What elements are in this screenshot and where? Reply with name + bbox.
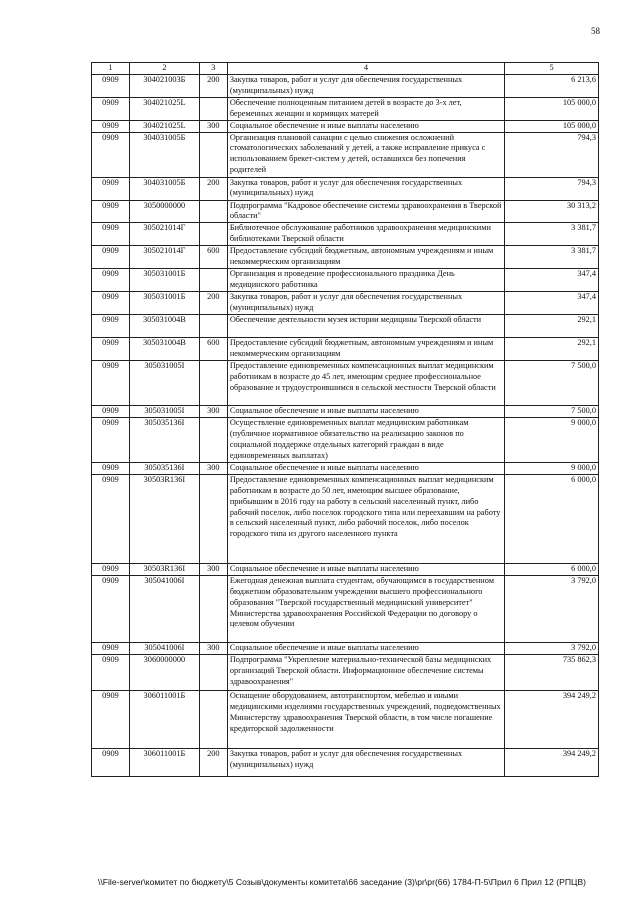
cell-section: 0909 (92, 690, 130, 748)
cell-amount: 9 000,0 (505, 417, 599, 462)
cell-amount: 105 000,0 (505, 97, 599, 120)
table-row (92, 690, 599, 748)
table-row (92, 748, 599, 776)
table-row (92, 132, 599, 177)
cell-section: 0909 (92, 337, 130, 360)
cell-name: Предоставление единовременных компенсационных выплат медицинским работникам в возрасте до 45 лет, имеющим среднее профессиональное образование и трудоустроившимся в сельской местности Тверской области (227, 360, 504, 405)
table-row (92, 462, 599, 474)
cell-section: 0909 (92, 268, 130, 291)
cell-amount: 6 000,0 (505, 474, 599, 563)
footer-file-path: \\File-server\комитет по бюджету\5 Созыв\документы комитета\66 заседание (3)\pr\pr(66) 1784-П-5\Прил 6 Прил 12 (РПЦВ) (98, 877, 586, 887)
cell-name: Социальное обеспечение и иные выплаты населению (227, 405, 504, 417)
cell-name: Закупка товаров, работ и услуг для обеспечения государственных (муниципальных) нужд (227, 748, 504, 776)
cell-amount: 347,4 (505, 268, 599, 291)
cell-amount: 3 381,7 (505, 223, 599, 246)
cell-vr: 600 (199, 246, 227, 269)
cell-section: 0909 (92, 291, 130, 314)
cell-vr (199, 314, 227, 337)
table-row (92, 268, 599, 291)
cell-amount: 6 213,6 (505, 74, 599, 97)
cell-amount: 6 000,0 (505, 563, 599, 575)
cell-amount: 3 381,7 (505, 246, 599, 269)
cell-article: 305021014Г (129, 223, 199, 246)
cell-article: 305031004В (129, 314, 199, 337)
cell-amount: 394 249,2 (505, 690, 599, 748)
cell-vr: 200 (199, 74, 227, 97)
cell-article: 304031005Б (129, 132, 199, 177)
cell-article: 304031005Б (129, 177, 199, 200)
cell-vr: 200 (199, 291, 227, 314)
cell-name: Осуществление единовременных выплат медицинским работникам (публичное нормативное обязательство на реализацию законов по социальной поддержке отдельных категорий граждан в виде единовременных выплатах) (227, 417, 504, 462)
cell-amount: 7 500,0 (505, 405, 599, 417)
table-header-row (92, 63, 599, 75)
cell-section: 0909 (92, 417, 130, 462)
cell-name: Социальное обеспечение и иные выплаты населению (227, 462, 504, 474)
table-row (92, 654, 599, 690)
cell-vr: 300 (199, 462, 227, 474)
cell-section: 0909 (92, 177, 130, 200)
cell-amount: 292,1 (505, 314, 599, 337)
cell-vr (199, 690, 227, 748)
table-row (92, 223, 599, 246)
cell-section: 0909 (92, 405, 130, 417)
cell-name: Организация и проведение профессионального праздника День медицинского работника (227, 268, 504, 291)
cell-vr (199, 268, 227, 291)
header-col-2: 2 (129, 63, 199, 75)
cell-section: 0909 (92, 223, 130, 246)
cell-vr (199, 417, 227, 462)
cell-amount: 30 313,2 (505, 200, 599, 223)
cell-name: Предоставление субсидий бюджетным, автономным учреждениям и иным некоммерческим организациям (227, 246, 504, 269)
cell-vr (199, 575, 227, 642)
cell-vr: 200 (199, 748, 227, 776)
cell-amount: 105 000,0 (505, 120, 599, 132)
cell-name: Ежегодная денежная выплата студентам, обучающимся в государственном бюджетном образовательном учреждении высшего профессионального образования "Тверской государственный медицинский университет" Министерства здравоохранения Российской Федерации по договору о целевом обучении (227, 575, 504, 642)
cell-vr (199, 200, 227, 223)
cell-section: 0909 (92, 132, 130, 177)
cell-section: 0909 (92, 575, 130, 642)
header-col-3: 3 (199, 63, 227, 75)
cell-amount: 394 249,2 (505, 748, 599, 776)
cell-section: 0909 (92, 748, 130, 776)
cell-vr: 300 (199, 120, 227, 132)
page-number: 58 (591, 26, 600, 36)
cell-amount: 347,4 (505, 291, 599, 314)
cell-article: 304021003Б (129, 74, 199, 97)
cell-vr: 300 (199, 405, 227, 417)
cell-name: Библиотечное обслуживание работников здравоохранения медицинскими библиотеками Тверской области (227, 223, 504, 246)
cell-section: 0909 (92, 314, 130, 337)
table-row (92, 474, 599, 563)
cell-name: Подпрограмма "Укрепление материально-технической базы медицинских организаций Тверской области. Информационное обеспечение системы здравоохранения" (227, 654, 504, 690)
table-row (92, 417, 599, 462)
cell-name: Закупка товаров, работ и услуг для обеспечения государственных (муниципальных) нужд (227, 74, 504, 97)
cell-name: Подпрограмма "Кадровое обеспечение системы здравоохранения в Тверской области" (227, 200, 504, 223)
cell-article: 3050000000 (129, 200, 199, 223)
cell-amount: 794,3 (505, 177, 599, 200)
cell-section: 0909 (92, 200, 130, 223)
table-row (92, 337, 599, 360)
cell-article: 3060000000 (129, 654, 199, 690)
cell-vr (199, 97, 227, 120)
cell-section: 0909 (92, 563, 130, 575)
table-row (92, 120, 599, 132)
cell-article: 306011001Б (129, 748, 199, 776)
cell-article: 305035136I (129, 462, 199, 474)
table-row (92, 405, 599, 417)
cell-section: 0909 (92, 642, 130, 654)
cell-vr: 300 (199, 642, 227, 654)
cell-section: 0909 (92, 360, 130, 405)
cell-section: 0909 (92, 462, 130, 474)
header-col-5: 5 (505, 63, 599, 75)
cell-article: 305031001Б (129, 268, 199, 291)
cell-article: 305021014Г (129, 246, 199, 269)
cell-name: Оснащение оборудованием, автотранспортом, мебелью и иными медицинскими изделиями государственных учреждений, подведомственных Министерству здравоохранения Тверской области, в том числе погашение кредиторской задолженности (227, 690, 504, 748)
cell-vr (199, 654, 227, 690)
cell-article: 304021025L (129, 120, 199, 132)
cell-article: 305031005I (129, 405, 199, 417)
cell-article: 305041006I (129, 642, 199, 654)
cell-section: 0909 (92, 120, 130, 132)
table-row (92, 200, 599, 223)
table-body (92, 74, 599, 776)
cell-section: 0909 (92, 246, 130, 269)
cell-name: Закупка товаров, работ и услуг для обеспечения государственных (муниципальных) нужд (227, 291, 504, 314)
cell-name: Предоставление субсидий бюджетным, автономным учреждениям и иным некоммерческим организациям (227, 337, 504, 360)
budget-table (91, 62, 599, 777)
table-row (92, 563, 599, 575)
table-row (92, 575, 599, 642)
cell-article: 30503R136I (129, 474, 199, 563)
table-row (92, 177, 599, 200)
cell-vr: 300 (199, 563, 227, 575)
table-row (92, 246, 599, 269)
cell-amount: 735 862,3 (505, 654, 599, 690)
cell-article: 305041006I (129, 575, 199, 642)
cell-article: 30503R136I (129, 563, 199, 575)
cell-article: 305031001Б (129, 291, 199, 314)
cell-article: 305031004В (129, 337, 199, 360)
table-row (92, 291, 599, 314)
cell-name: Организация плановой санации с целью снижения осложнений стоматологических заболеваний у детей, а также исправление прикуса с использованием брекет-систем у детей, оставшихся без попечения родителей (227, 132, 504, 177)
cell-amount: 794,3 (505, 132, 599, 177)
cell-name: Закупка товаров, работ и услуг для обеспечения государственных (муниципальных) нужд (227, 177, 504, 200)
cell-vr (199, 223, 227, 246)
cell-section: 0909 (92, 74, 130, 97)
cell-name: Социальное обеспечение и иные выплаты населению (227, 563, 504, 575)
cell-amount: 292,1 (505, 337, 599, 360)
cell-article: 304021025L (129, 97, 199, 120)
header-col-1: 1 (92, 63, 130, 75)
header-col-4: 4 (227, 63, 504, 75)
cell-amount: 3 792,0 (505, 575, 599, 642)
cell-vr (199, 474, 227, 563)
table-row (92, 314, 599, 337)
table-row (92, 642, 599, 654)
cell-section: 0909 (92, 97, 130, 120)
cell-name: Социальное обеспечение и иные выплаты населению (227, 120, 504, 132)
table-row (92, 74, 599, 97)
cell-section: 0909 (92, 654, 130, 690)
cell-name: Предоставление единовременных компенсационных выплат медицинским работникам в возрасте до 50 лет, имеющим высшее образование, прибывшим в 2016 году на работу в сельский населенный пункт, либо рабочий поселок, либо поселок городского типа или переехавшим на работу в сельский населенный пункт, либо рабочий поселок, либо поселок городского типа из другого населенного пункта (227, 474, 504, 563)
cell-article: 305031005I (129, 360, 199, 405)
cell-vr (199, 132, 227, 177)
cell-article: 306011001Б (129, 690, 199, 748)
cell-name: Обеспечение деятельности музея истории медицины Тверской области (227, 314, 504, 337)
cell-vr: 200 (199, 177, 227, 200)
cell-vr (199, 360, 227, 405)
cell-amount: 9 000,0 (505, 462, 599, 474)
cell-amount: 3 792,0 (505, 642, 599, 654)
cell-name: Обеспечение полноценным питанием детей в возрасте до 3-х лет, беременных женщин и кормящих матерей (227, 97, 504, 120)
cell-vr: 600 (199, 337, 227, 360)
cell-name: Социальное обеспечение и иные выплаты населению (227, 642, 504, 654)
cell-article: 305035136I (129, 417, 199, 462)
table-row (92, 97, 599, 120)
cell-amount: 7 500,0 (505, 360, 599, 405)
table-row (92, 360, 599, 405)
cell-section: 0909 (92, 474, 130, 563)
